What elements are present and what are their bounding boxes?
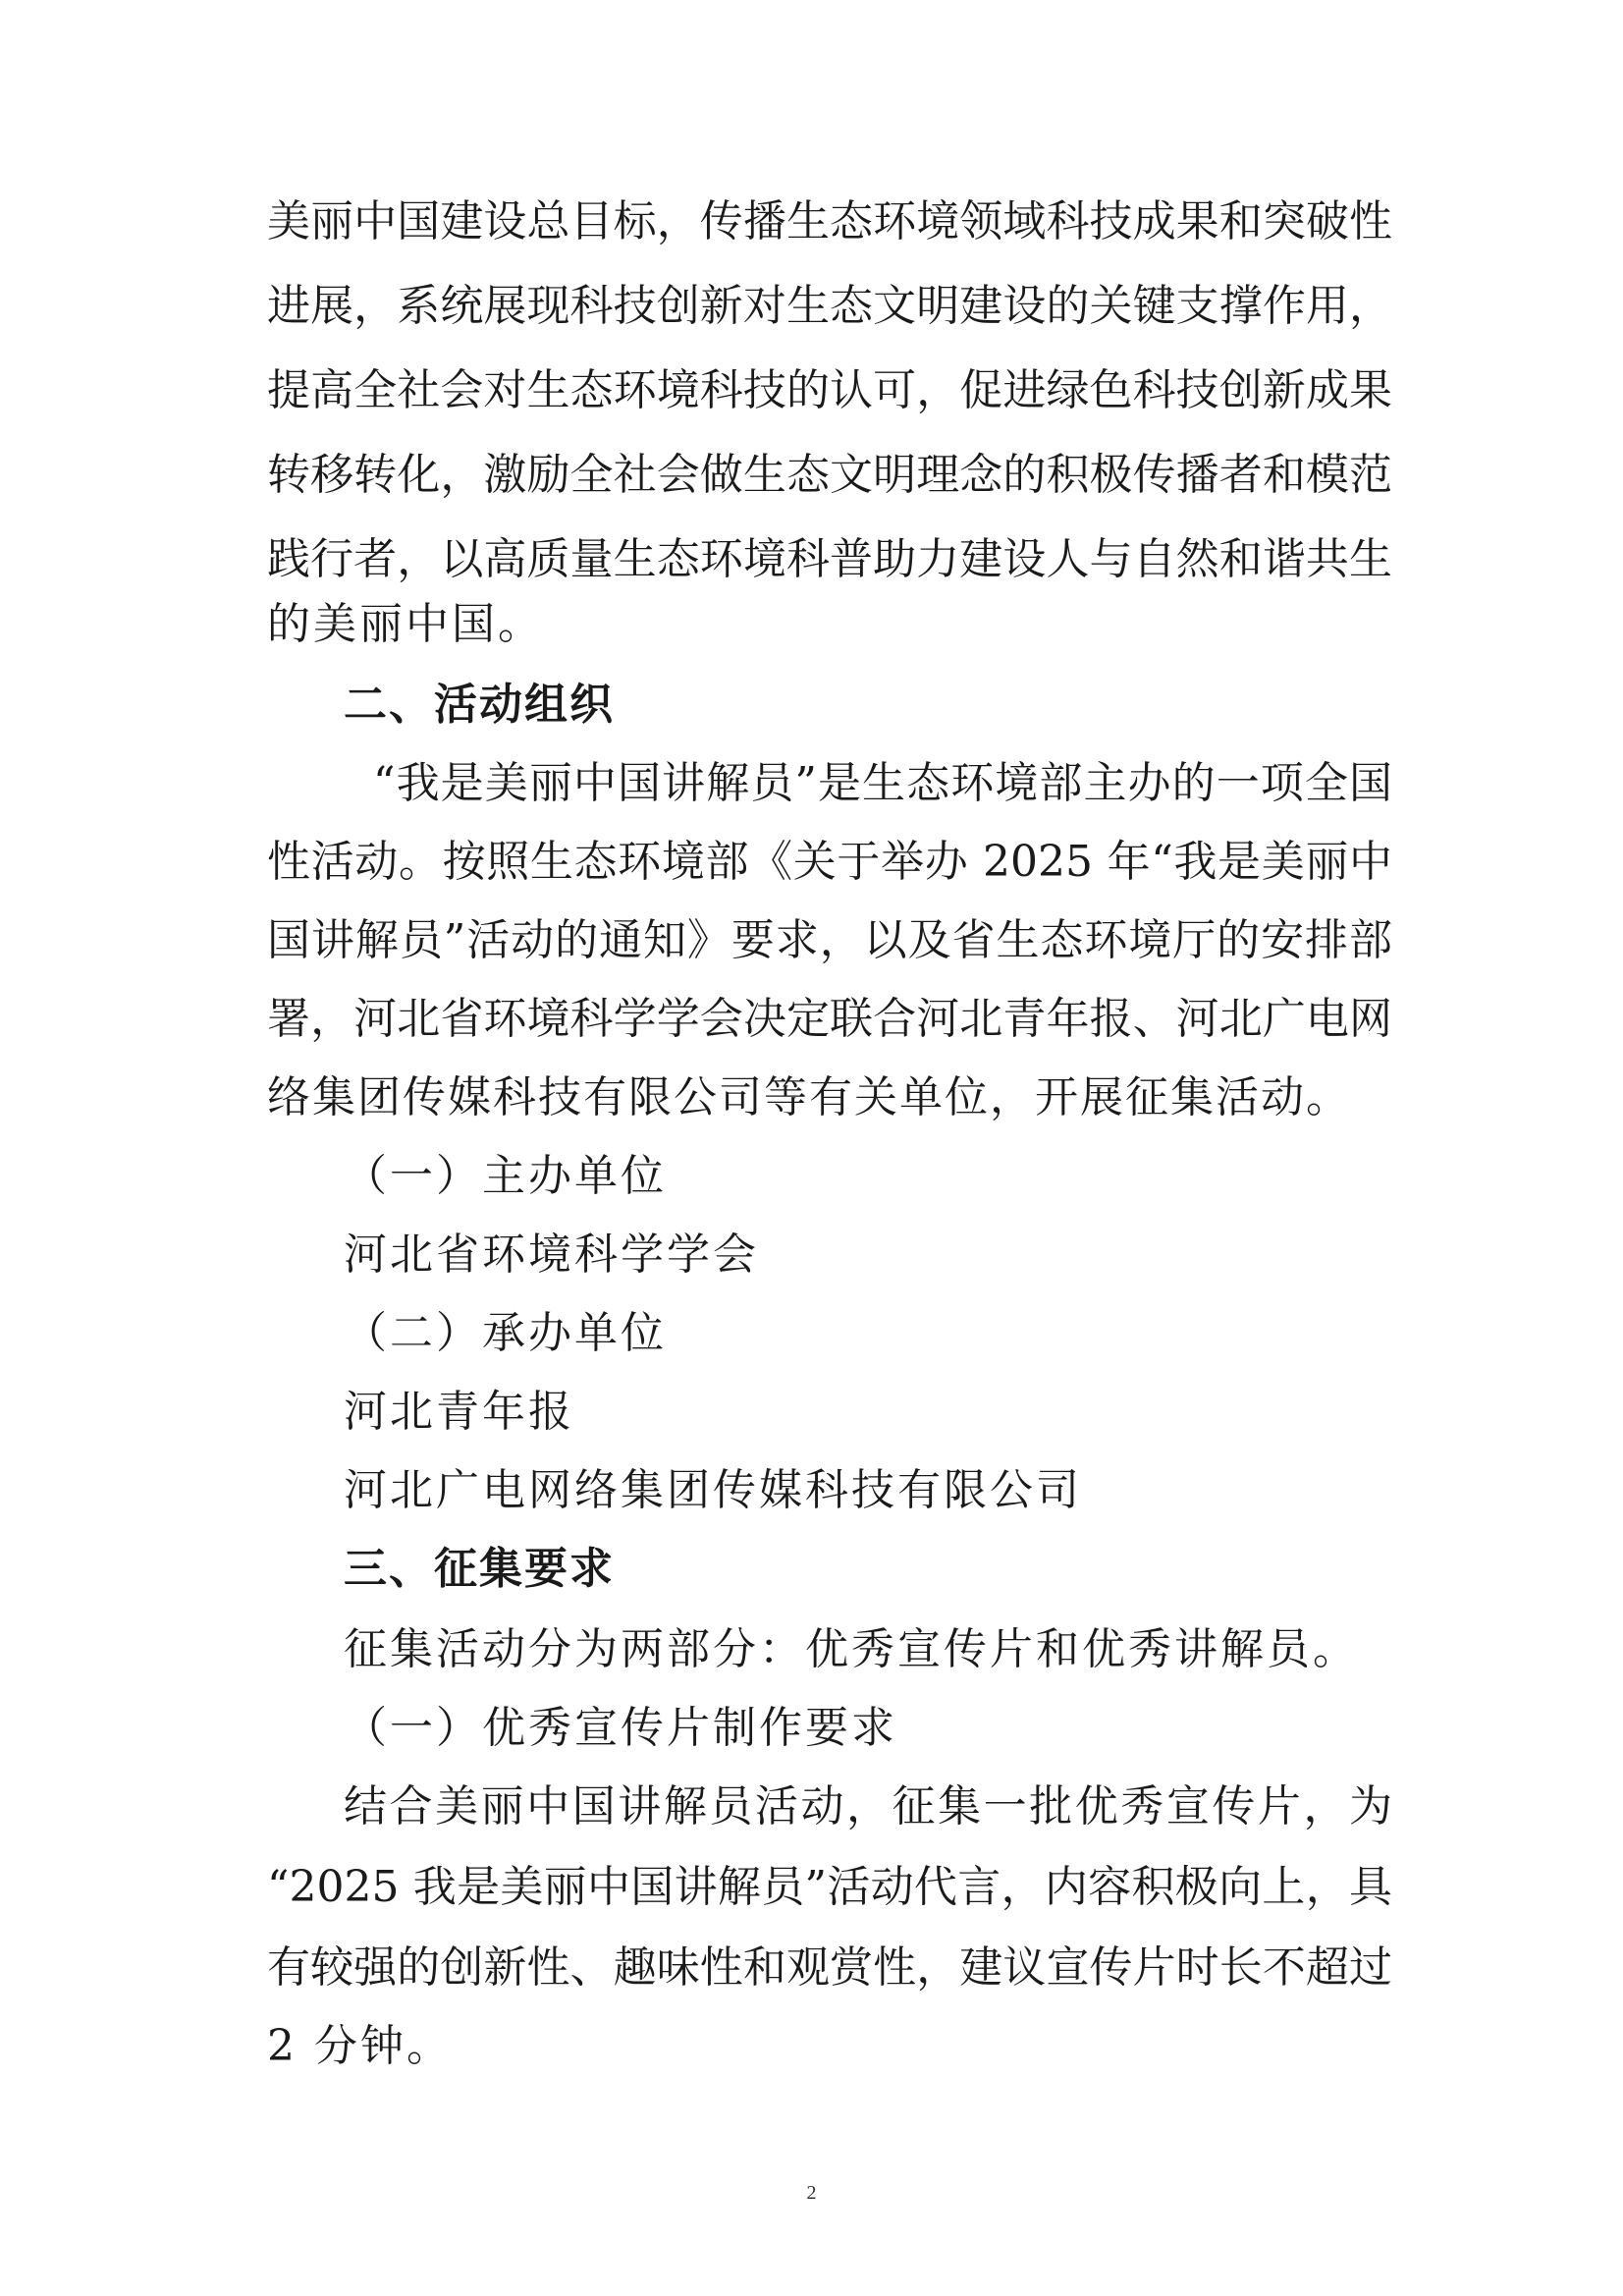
section-heading: 二、活动组织 — [344, 680, 615, 730]
paragraph-line: 署，河北省环境科学学会决定联合河北青年报、河北广电网 — [267, 994, 1392, 1044]
paragraph-line: 国讲解员”活动的通知》要求，以及省生态环境厅的安排部 — [267, 915, 1392, 965]
subsection-heading: （一）主办单位 — [344, 1151, 667, 1201]
paragraph-line: “我是美丽中国讲解员”是生态环境部主办的一项全国 — [373, 758, 1392, 808]
paragraph-line: 的美丽中国。 — [267, 599, 544, 649]
paragraph-line: 络集团传媒科技有限公司等有关单位，开展征集活动。 — [267, 1072, 1351, 1122]
paragraph-line: 有较强的创新性、趣味性和观赏性，建议宣传片时长不超过 — [267, 1942, 1392, 1993]
paragraph-line: 征集活动分为两部分：优秀宣传片和优秀讲解员。 — [344, 1624, 1359, 1674]
paragraph-line: 践行者，以高质量生态环境科普助力建设人与自然和谐共生 — [267, 534, 1392, 584]
paragraph-line: 结合美丽中国讲解员活动，征集一批优秀宣传片，为 — [344, 1781, 1392, 1831]
paragraph-line: “2025 我是美丽中国讲解员”活动代言，内容积极向上，具 — [267, 1862, 1392, 1912]
page-number: 2 — [806, 2182, 817, 2204]
paragraph-line: 提高全社会对生态环境科技的认可，促进绿色科技创新成果 — [267, 365, 1392, 415]
paragraph-line: 转移转化，激励全社会做生态文明理念的积极传播者和模范 — [267, 450, 1392, 500]
organizer-name: 河北省环境科学学会 — [344, 1230, 759, 1280]
paragraph-line: 性活动。按照生态环境部《关于举办 2025 年“我是美丽中 — [267, 837, 1392, 887]
paragraph-line: 2 分钟。 — [267, 2021, 453, 2071]
subsection-heading: （二）承办单位 — [344, 1308, 667, 1358]
paragraph-line: 美丽中国建设总目标，传播生态环境领域科技成果和突破性 — [267, 196, 1392, 246]
co-organizer-name: 河北青年报 — [344, 1387, 574, 1437]
co-organizer-name: 河北广电网络集团传媒科技有限公司 — [344, 1465, 1082, 1515]
subsection-heading: （一）优秀宣传片制作要求 — [344, 1703, 897, 1753]
section-heading: 三、征集要求 — [344, 1544, 615, 1594]
paragraph-line: 进展，系统展现科技创新对生态文明建设的关键支撑作用， — [267, 281, 1392, 331]
